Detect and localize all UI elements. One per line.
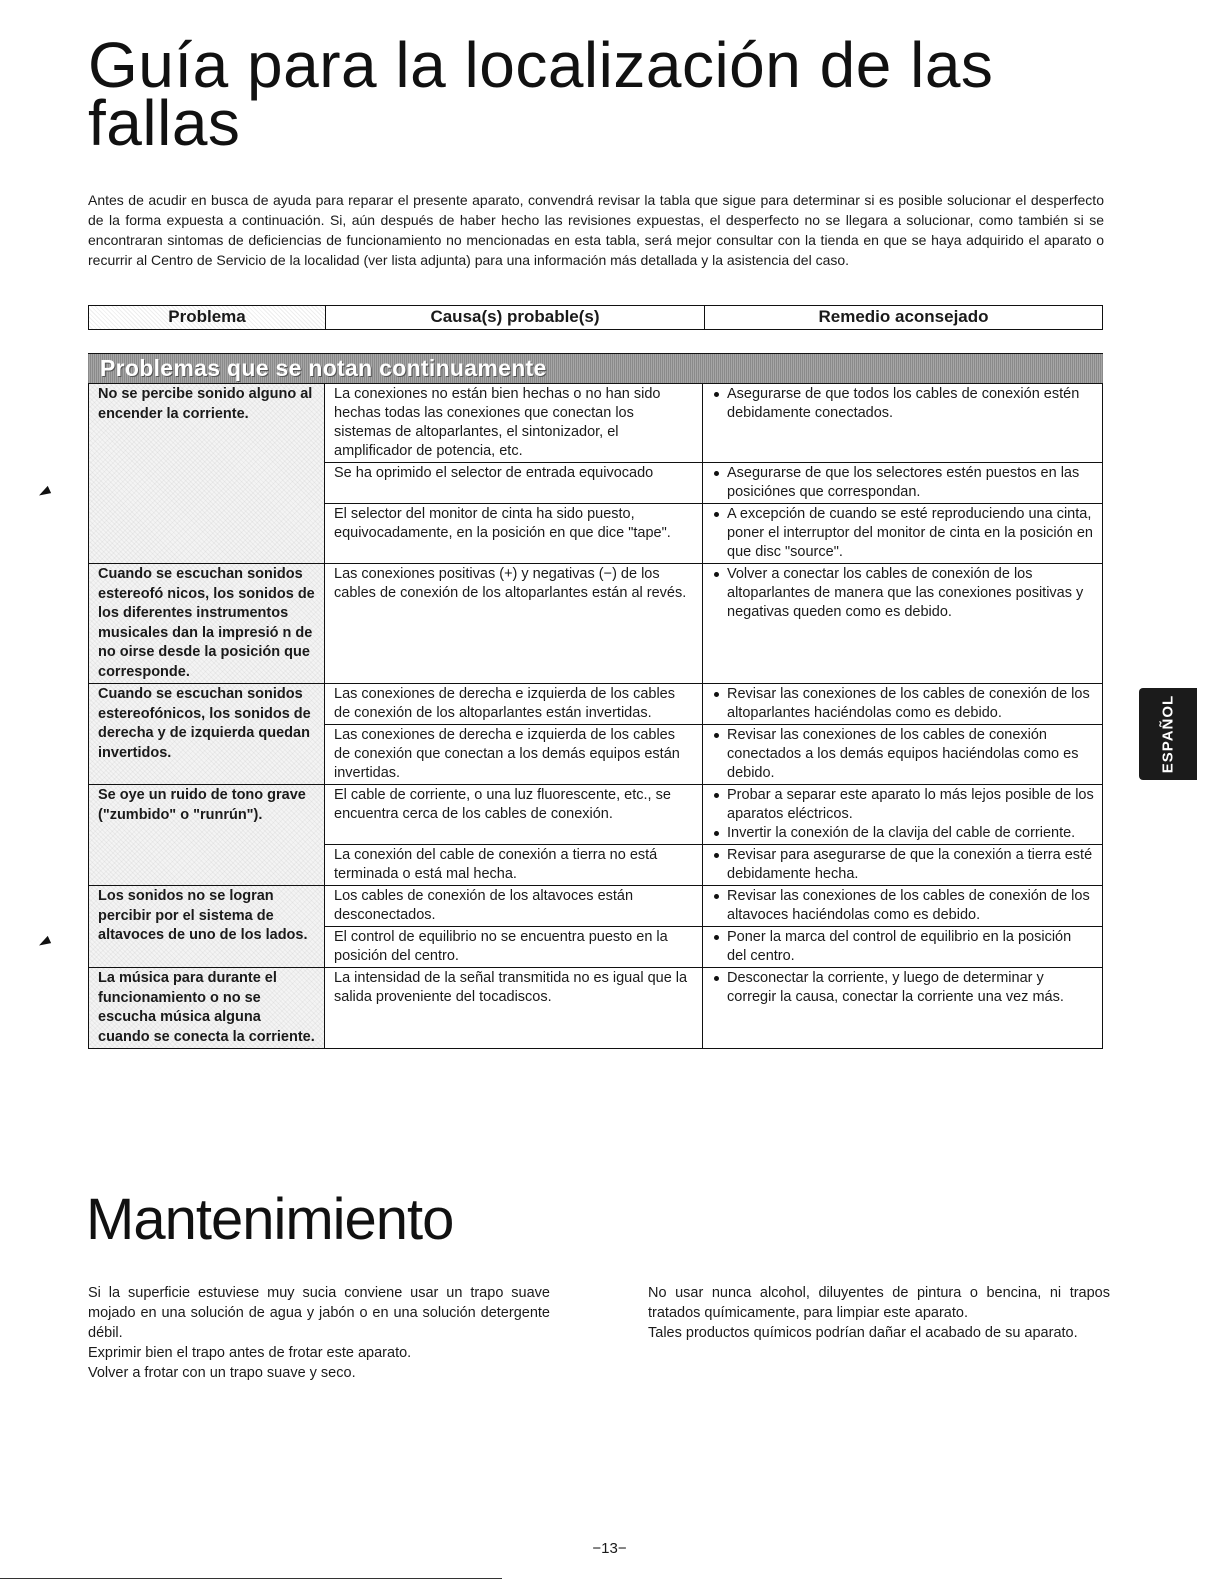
remedy-item: Asegurarse de que todos los cables de conexión estén debidamente conectados.: [712, 385, 1094, 423]
column-header-remedy: Remedio aconsejado: [818, 307, 989, 326]
remedy-item: Revisar las conexiones de los cables de conexión conectados a los demás equipos haciéndolas como es debido.: [712, 726, 1094, 783]
table-column-headers: [88, 305, 1103, 330]
language-tab-label: ESPAÑOL: [1159, 694, 1177, 774]
remedy-list: [712, 464, 1094, 502]
remedy-cell: [703, 845, 1103, 886]
remedy-item: Invertir la conexión de la clavija del cable de corriente.: [712, 824, 1094, 843]
problem-cell: Los sonidos no se logran percibir por el sistema de altavoces de uno de los lados.: [89, 886, 325, 968]
remedy-list: [712, 726, 1094, 783]
troubleshooting-table: [88, 383, 1103, 1049]
cause-cell: Los cables de conexión de los altavoces están desconectados.: [325, 886, 703, 927]
remedy-item: Asegurarse de que los selectores estén puestos en las posiciónes que correspondan.: [712, 464, 1094, 502]
remedy-list: [712, 887, 1094, 925]
remedy-cell: [703, 684, 1103, 725]
remedy-cell: [703, 927, 1103, 968]
remedy-cell: [703, 564, 1103, 684]
margin-arrow-mark: [37, 936, 51, 948]
cause-cell: El cable de corriente, o una luz fluorescente, etc., se encuentra cerca de los cables de conexión.: [325, 785, 703, 845]
remedy-list: [712, 505, 1094, 562]
column-header-problem: Problema: [89, 306, 326, 329]
maintenance-paragraph: Exprimir bien el trapo antes de frotar este aparato.: [88, 1345, 412, 1361]
table-row: [89, 684, 1103, 725]
maintenance-left-column: [88, 1283, 550, 1383]
problem-cell: Cuando se escuchan sonidos estereofónicos, los sonidos de derecha y de izquierda quedan invertidos.: [89, 684, 325, 785]
cause-cell: La conexiones no están bien hechas o no han sido hechas todas las conexiones que conectan los sistemas de altoparlantes, el sintonizador, el amplificador de potencia, etc.: [325, 384, 703, 463]
cause-cell: El control de equilibrio no se encuentra puesto en la posición del centro.: [325, 927, 703, 968]
remedy-list: [712, 969, 1094, 1007]
section-title: Problemas que se notan continuamente: [100, 355, 547, 381]
section-header: [88, 353, 1103, 384]
maintenance-title: Mantenimiento: [86, 1187, 454, 1252]
column-header-cause: Causa(s) probable(s): [326, 306, 705, 329]
problem-cell: Se oye un ruido de tono grave ("zumbido" o "runrún").: [89, 785, 325, 886]
remedy-item: Poner la marca del control de equilibrio en la posición del centro.: [712, 928, 1094, 966]
remedy-cell: [703, 968, 1103, 1049]
problem-cell: Cuando se escuchan sonidos estereofó nicos, los sonidos de los diferentes instrumentos musicales dan la impresió n de no oirse desde la posición que corresponde.: [89, 564, 325, 684]
cause-cell: Las conexiones de derecha e izquierda de los cables de conexión de los altoparlantes están invertidas.: [325, 684, 703, 725]
maintenance-paragraph: Volver a frotar con un trapo suave y seco.: [88, 1365, 356, 1381]
remedy-list: [712, 928, 1094, 966]
cause-cell: La conexión del cable de conexión a tierra no está terminada o está mal hecha.: [325, 845, 703, 886]
remedy-cell: [703, 384, 1103, 463]
cause-cell: Las conexiones de derecha e izquierda de los cables de conexión que conectan a los demás equipos están invertidas.: [325, 725, 703, 785]
cause-cell: La intensidad de la señal transmitida no es igual que la salida proveniente del tocadiscos.: [325, 968, 703, 1049]
problem-cell: La música para durante el funcionamiento o no se escucha música alguna cuando se conecta la corriente.: [89, 968, 325, 1049]
remedy-cell: [703, 785, 1103, 845]
page-number: −13−: [592, 1540, 627, 1557]
maintenance-paragraph: No usar nunca alcohol, diluyentes de pintura o bencina, ni trapos tratados químicamente, para limpiar este aparato.: [648, 1285, 1110, 1321]
cause-cell: El selector del monitor de cinta ha sido puesto, equivocadamente, en la posición en que dice "tape".: [325, 504, 703, 564]
remedy-list: [712, 786, 1094, 843]
cause-cell: Las conexiones positivas (+) y negativas (−) de los cables de conexión de los altoparlantes están al revés.: [325, 564, 703, 684]
remedy-cell: [703, 504, 1103, 564]
problem-cell: No se percibe sonido alguno al encender la corriente.: [89, 384, 325, 564]
cause-cell: Se ha oprimido el selector de entrada equivocado: [325, 463, 703, 504]
remedy-item: Revisar las conexiones de los cables de conexión de los altavoces haciéndolas como es debido.: [712, 887, 1094, 925]
remedy-cell: [703, 463, 1103, 504]
remedy-item: Desconectar la corriente, y luego de determinar y corregir la causa, conectar la corriente una vez más.: [712, 969, 1094, 1007]
maintenance-right-column: [648, 1283, 1110, 1343]
remedy-list: [712, 685, 1094, 723]
page-title: Guía para la localización de las fallas: [88, 29, 994, 159]
remedy-list: [712, 385, 1094, 423]
table-row: [89, 886, 1103, 927]
table-row: [89, 968, 1103, 1049]
maintenance-paragraph: Si la superficie estuviese muy sucia conviene usar un trapo suave mojado en una solución de agua y jabón o en una solución detergente débil.: [88, 1285, 550, 1341]
intro-paragraph: Antes de acudir en busca de ayuda para reparar el presente aparato, convendrá revisar la tabla que sigue para determinar si es posible solucionar el desperfecto de la forma expuesta a continuación. Si, aún después de haber hecho las revisiones expuestas, el desperfecto no se llegara a solucionar, como también si se encontraran sintomas de deficiencias de funcionamiento no mencionadas en esta tabla, será mejor consultar con la tienda en que se haya adquirido el aparato o recurrir al Centro de Servicio de la localidad (ver lista adjunta) para una información más detallada y la asistencia del caso.: [88, 192, 1104, 268]
remedy-cell: [703, 725, 1103, 785]
remedy-cell: [703, 886, 1103, 927]
maintenance-paragraph: Tales productos químicos podrían dañar el acabado de su aparato.: [648, 1325, 1078, 1341]
bottom-rule: [0, 1578, 502, 1579]
remedy-list: [712, 565, 1094, 622]
table-row: [89, 384, 1103, 463]
remedy-item: Probar a separar este aparato lo más lejos posible de los aparatos eléctricos.: [712, 786, 1094, 824]
remedy-item: Revisar las conexiones de los cables de conexión de los altoparlantes haciéndolas como es debido.: [712, 685, 1094, 723]
table-row: [89, 564, 1103, 684]
remedy-list: [712, 846, 1094, 884]
margin-arrow-mark: [37, 486, 51, 498]
remedy-item: A excepción de cuando se esté reproduciendo una cinta, poner el interruptor del monitor de cinta en la posición en que disc "source".: [712, 505, 1094, 562]
table-row: [89, 785, 1103, 845]
remedy-item: Revisar para asegurarse de que la conexión a tierra esté debidamente hecha.: [712, 846, 1094, 884]
remedy-item: Volver a conectar los cables de conexión de los altoparlantes de manera que las conexiones positivas y negativas queden como es debido.: [712, 565, 1094, 622]
language-tab: [1139, 688, 1197, 780]
